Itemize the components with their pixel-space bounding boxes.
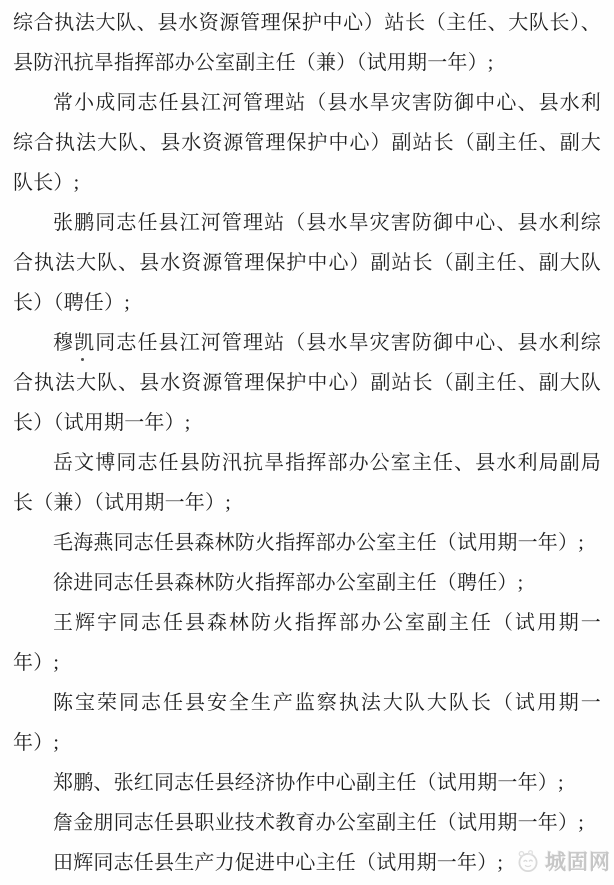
document-line: 张鹏同志任县江河管理站（县水旱灾害防御中心、县水利综: [53, 212, 601, 234]
document-line: 县防汛抗旱指挥部办公室副主任（兼）（试用期一年）;: [13, 52, 494, 74]
document-line: 穆凯同志任县江河管理站（县水旱灾害防御中心、县水利综: [53, 332, 601, 354]
ink-speck-artifact: [81, 358, 84, 361]
document-text: [13, 3, 601, 883]
document-line: 年）;: [13, 652, 60, 674]
document-line: 王辉宇同志任县森林防火指挥部办公室副主任（试用期一: [53, 612, 601, 634]
document-line: 合执法大队、县水资源管理保护中心）副站长（副主任、副大队: [13, 252, 601, 274]
watermark: [516, 846, 611, 876]
document-line: 综合执法大队、县水资源管理保护中心）副站长（副主任、副大: [13, 132, 601, 154]
document-line: 郑鹏、张红同志任县经济协作中心副主任（试用期一年）;: [53, 772, 564, 794]
document-line: 陈宝荣同志任县安全生产监察执法大队大队长（试用期一: [53, 692, 601, 714]
document-line: 詹金朋同志任县职业技术教育办公室副主任（试用期一年）;: [53, 812, 584, 834]
document-line: 田辉同志任县生产力促进中心主任（试用期一年）;: [53, 852, 504, 874]
document-line: 综合执法大队、县水资源管理保护中心）站长（主任、大队长）、: [13, 12, 601, 34]
document-line: 长（兼）（试用期一年）;: [13, 492, 231, 514]
smiley-badge-icon: [516, 849, 540, 873]
document-line: 年）;: [13, 732, 60, 754]
document-line: 毛海燕同志任县森林防火指挥部办公室主任（试用期一年）;: [53, 532, 584, 554]
document-line: 合执法大队、县水资源管理保护中心）副站长（副主任、副大队: [13, 372, 601, 394]
document-line: 岳文博同志任县防汛抗旱指挥部办公室主任、县水利局副局: [53, 452, 601, 474]
watermark-label: 城固网: [545, 851, 611, 874]
document-line: 队长）;: [13, 172, 80, 194]
document-line: 长）（聘任）;: [13, 292, 130, 314]
document-line: 长）（试用期一年）;: [13, 412, 191, 434]
document-line: 常小成同志任县江河管理站（县水旱灾害防御中心、县水利: [53, 92, 601, 114]
document-line: 徐进同志任县森林防火指挥部办公室副主任（聘任）;: [53, 572, 524, 594]
